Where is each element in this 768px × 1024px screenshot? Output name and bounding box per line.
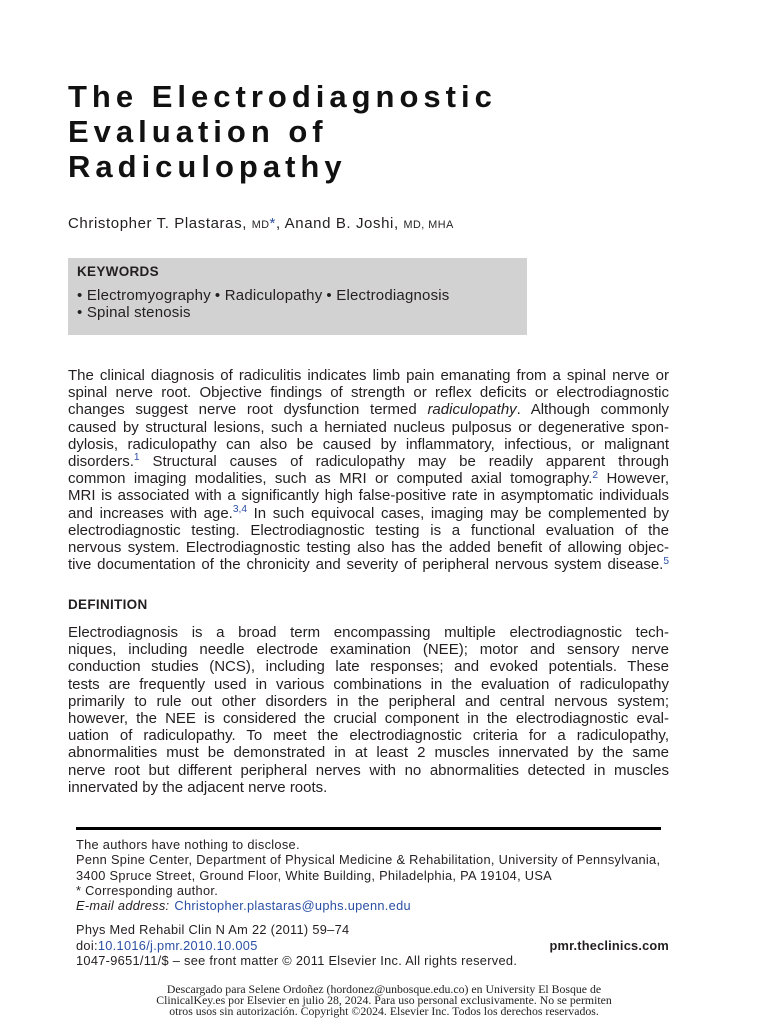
keyword-item: • Electromyography [77,287,211,304]
text-run: . Although commonly [516,401,669,419]
paragraph-line: spinal nerve root. Objective findings of strength or reflex deficits or electrodiagnostic [68,384,669,402]
download-notice [0,984,768,1017]
paragraph-line: Electrodiagnosis is a broad term encompassing multiple electrodiagnostic tech- [68,624,669,641]
paragraph-line: tests are frequently used in various combinations in the evaluation of radiculopathy [68,675,669,693]
journal-citation-block [76,922,669,969]
paragraph-line: dylosis, radiculopathy can also be caused by inflammatory, infectious, or malignant [68,435,669,453]
corresponding-author-mark[interactable]: * [269,215,276,232]
keywords-box [68,258,527,335]
text-run: However, [598,470,669,488]
doi-label: doi: [76,937,98,953]
journal-citation: Phys Med Rehabil Clin N Am 22 (2011) 59–74 [76,922,350,937]
paragraph-line [68,556,669,573]
affiliation-line: 3400 Spruce Street, Ground Floor, White Building, Philadelphia, PA 19104, USA [76,867,553,883]
text-run: disorders. [68,453,134,471]
download-notice-line: Descargado para Selene Ordoñez (hordonez@unbosque.edu.co) en University El Bosque de [166,982,602,996]
text-run: tive documentation of the chronicity and severity of peripheral nervous system disease. [68,556,664,574]
keywords-heading: KEYWORDS [77,264,159,279]
paragraph-line: The clinical diagnosis of radiculitis indicates limb pain emanating from a spinal nerve or [68,367,669,384]
email-line [76,898,660,913]
reference-link[interactable]: 1 [133,452,140,464]
paragraph-line: caused by structural lesions, such a herniated nucleus pulposus or degenerative spon- [68,418,669,436]
author-degree: MD, MHA [403,219,454,231]
keyword-item: • Electrodiagnosis [326,287,449,304]
paragraph-line [68,470,669,487]
doi [76,938,258,954]
footnote-rule [76,827,661,830]
paragraph-line: abnormalities must be demonstrated in at least 2 muscles innervated by the same [68,744,669,762]
intro-paragraph [68,367,669,573]
paragraph-line: niques, including needle electrode examination (NEE); motor and sensory nerve [68,641,669,659]
download-notice-line: otros usos sin autorización. Copyright ©2024. Elsevier Inc. Todos los derechos reservados. [169,1004,599,1018]
reference-link[interactable]: 3,4 [232,504,248,516]
italic-term: radiculopathy [427,401,517,419]
keywords-list [77,287,518,321]
paragraph-line [68,401,669,418]
disclosure-note: The authors have nothing to disclose. [76,837,300,852]
text-run: Christopher T. Plastaras, [68,215,252,232]
section-heading-definition: DEFINITION [68,597,148,612]
corresponding-author-note: * Corresponding author. [76,882,219,898]
doi-row [76,938,669,954]
text-run: common imaging modalities, such as MRI or computed axial tomography. [68,470,593,488]
paragraph-line [68,453,669,470]
paragraph-line: innervated by the adjacent nerve roots. [68,778,328,796]
title-line: Evaluation of [68,114,328,149]
affiliation-line: Penn Spine Center, Department of Physical Medicine & Rehabilitation, University of Pennsylvania, [76,852,661,868]
keyword-line [77,287,518,304]
paragraph-line: electrodiagnostic testing. Electrodiagnostic testing is a functional evaluation of the [68,521,669,539]
author-degree: MD [251,219,270,231]
definition-paragraph [68,624,669,796]
text-run: changes suggest nerve root dysfunction termed [68,401,428,419]
copyright-line: 1047-9651/11/$ – see front matter © 2011 Elsevier Inc. All rights reserved. [76,953,518,968]
text-run: Structural causes of radiculopathy may be readily apparent through [139,453,669,471]
reference-link[interactable]: 2 [592,469,599,481]
paragraph-line [68,505,669,522]
paragraph-line: nervous system. Electrodiagnostic testing also has the added benefit of allowing objec- [68,539,669,557]
reference-link[interactable]: 5 [663,555,669,567]
paragraph-line: primarily to rule out other disorders in the peripheral and central nervous system; [68,692,669,710]
article-title [68,79,497,184]
keyword-item: • Radiculopathy [215,287,323,304]
keyword-item: • Spinal stenosis [77,304,191,321]
text-run: and increases with age. [68,504,233,522]
keyword-line [77,304,518,321]
doi-link[interactable]: 10.1016/j.pmr.2010.10.005 [97,937,258,953]
paragraph-line: however, the NEE is considered the crucial component in the electrodiagnostic eval- [68,710,669,728]
paragraph-line: MRI is associated with a significantly high false-positive rate in asymptomatic individuals [68,487,669,505]
author-line [68,215,454,234]
email-link[interactable]: Christopher.plastaras@uphs.upenn.edu [174,898,411,913]
paragraph-line: nerve root but different peripheral nerves with no abnormalities detected in muscles [68,761,669,779]
email-label: E-mail address: [76,898,170,913]
paragraph-line: uation of radiculopathy. To meet the electrodiagnostic criteria for a radiculopathy, [68,727,669,745]
paragraph-line: conduction studies (NCS), including late responses; and evoked potentials. These [68,658,669,676]
journal-website: pmr.theclinics.com [549,937,669,953]
title-line: The Electrodiagnostic [68,79,497,114]
text-run: , Anand B. Joshi, [275,215,404,232]
title-line: Radiculopathy [68,149,347,184]
download-notice-line: ClinicalKey.es por Elsevier en julio 28, 2024. Para uso personal exclusivamente. No se permiten [156,993,612,1007]
text-run: In such equivocal cases, imaging may be complemented by [247,504,669,522]
footnotes [76,837,660,913]
